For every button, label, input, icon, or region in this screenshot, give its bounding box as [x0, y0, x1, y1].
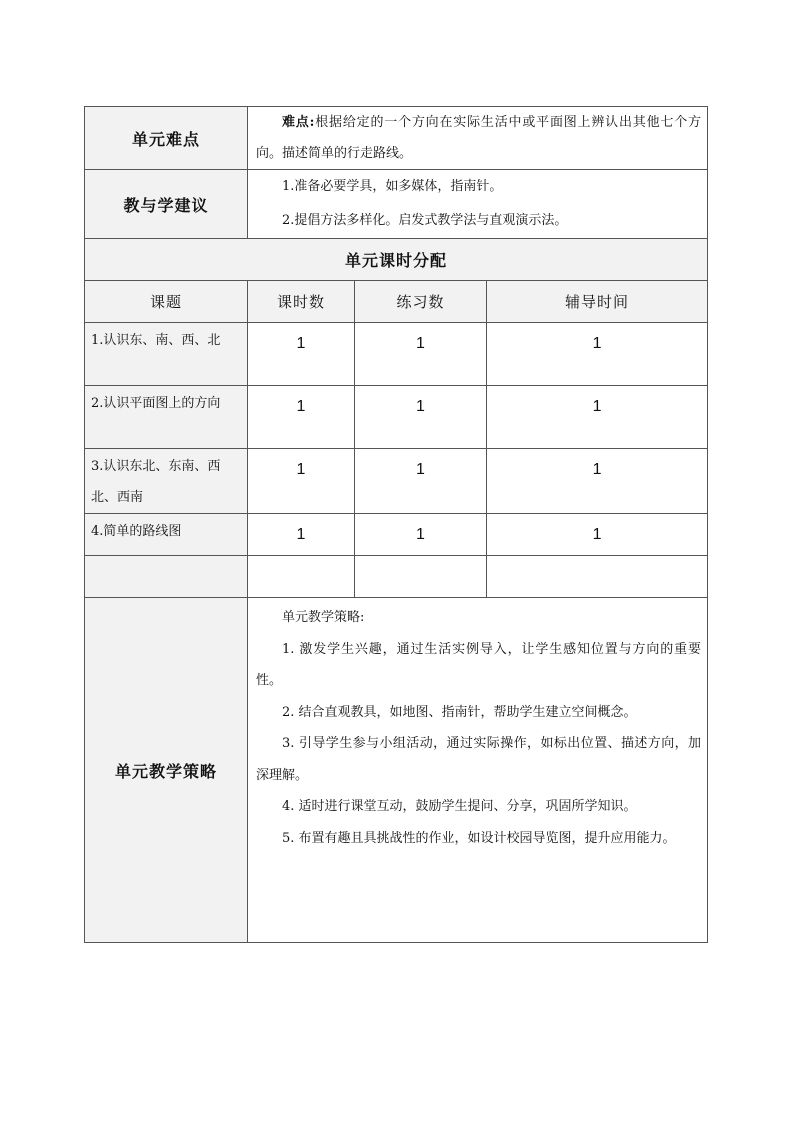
strategy-item: 2. 结合直观教具，如地图、指南针，帮助学生建立空间概念。	[282, 704, 637, 720]
difficulty-row	[85, 107, 708, 170]
table-row	[85, 514, 708, 556]
hours-cell: 1	[248, 386, 355, 449]
strategy-item: 5. 布置有趣且具挑战性的作业，如设计校园导览图，提升应用能力。	[282, 830, 676, 846]
hours-cell: 1	[248, 323, 355, 386]
difficulty-label: 单元难点	[85, 107, 248, 170]
hours-cell: 1	[248, 449, 355, 514]
empty-row	[85, 556, 708, 598]
exercises-cell: 1	[355, 449, 487, 514]
tutoring-cell: 1	[487, 323, 708, 386]
strategy-item: 1. 激发学生兴趣，通过生活实例导入，让学生感知位置与方向的重要性。	[256, 641, 702, 688]
suggestion-item: 2.提倡方法多样化。启发式教学法与直观演示法。	[282, 213, 568, 228]
difficulty-text: 根据给定的一个方向在实际生活中或平面图上辨认出其他七个方向。描述简单的行走路线。	[256, 115, 702, 161]
header-tutoring: 辅导时间	[487, 281, 708, 323]
strategy-item: 3. 引导学生参与小组活动，通过实际操作，如标出位置、描述方向，加深理解。	[256, 736, 702, 783]
allocation-header-row	[85, 281, 708, 323]
strategy-intro: 单元教学策略:	[282, 610, 365, 625]
empty-cell	[248, 556, 355, 598]
difficulty-content	[248, 107, 708, 170]
tutoring-cell: 1	[487, 449, 708, 514]
strategy-content	[248, 598, 708, 943]
suggestions-row	[85, 170, 708, 239]
topic-cell: 4.简单的路线图	[85, 514, 248, 556]
empty-cell	[85, 556, 248, 598]
exercises-cell: 1	[355, 323, 487, 386]
table-row	[85, 323, 708, 386]
allocation-title: 单元课时分配	[85, 239, 708, 281]
hours-cell: 1	[248, 514, 355, 556]
topic-cell: 3.认识东北、东南、西北、西南	[85, 449, 248, 514]
suggestion-item: 1.准备必要学具，如多媒体，指南针。	[282, 179, 503, 194]
tutoring-cell: 1	[487, 386, 708, 449]
strategy-row	[85, 598, 708, 943]
exercises-cell: 1	[355, 386, 487, 449]
tutoring-cell: 1	[487, 514, 708, 556]
suggestions-label: 教与学建议	[85, 170, 248, 239]
table-row	[85, 386, 708, 449]
empty-cell	[487, 556, 708, 598]
topic-cell: 1.认识东、南、西、北	[85, 323, 248, 386]
suggestions-content	[248, 170, 708, 239]
header-exercises: 练习数	[355, 281, 487, 323]
strategy-label: 单元教学策略	[85, 598, 248, 943]
exercises-cell: 1	[355, 514, 487, 556]
strategy-item: 4. 适时进行课堂互动，鼓励学生提问、分享，巩固所学知识。	[282, 799, 637, 814]
unit-plan-table	[84, 106, 708, 943]
header-hours: 课时数	[248, 281, 355, 323]
table-row	[85, 449, 708, 514]
empty-cell	[355, 556, 487, 598]
header-topic: 课题	[85, 281, 248, 323]
topic-cell: 2.认识平面图上的方向	[85, 386, 248, 449]
difficulty-prefix: 难点:	[282, 115, 315, 130]
allocation-title-row	[85, 239, 708, 281]
